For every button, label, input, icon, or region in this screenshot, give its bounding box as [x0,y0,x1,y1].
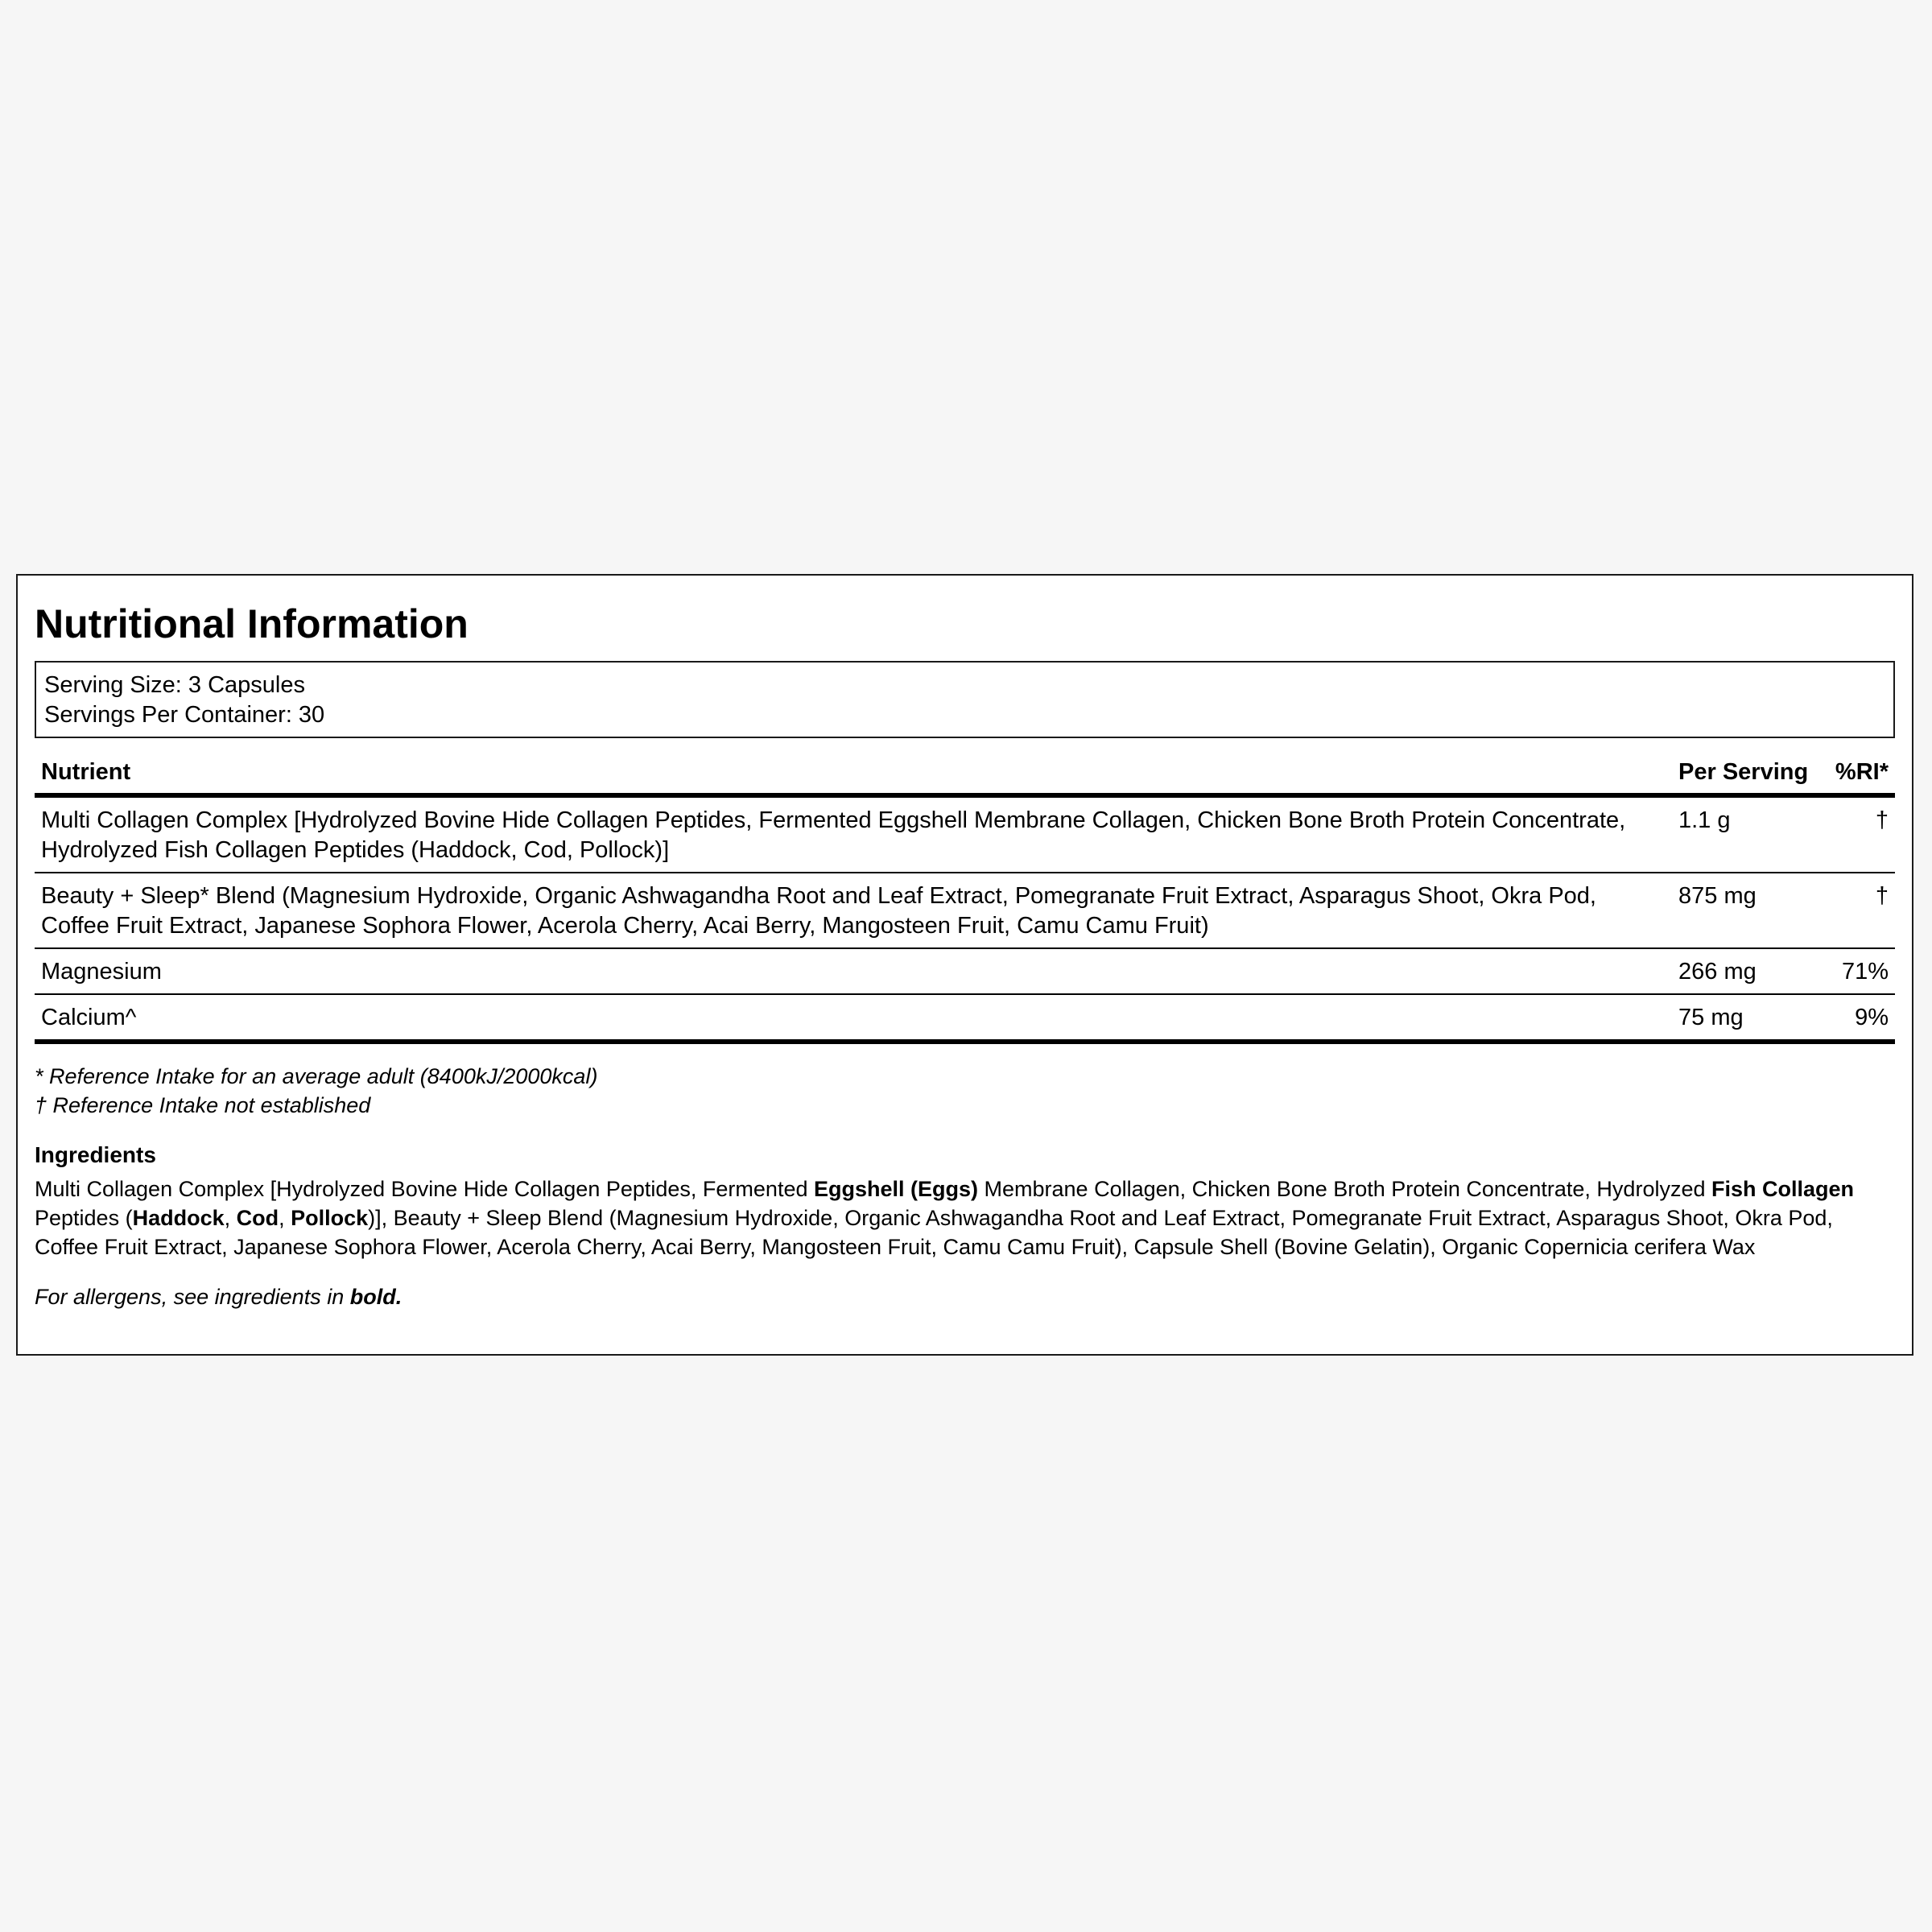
page-title: Nutritional Information [35,601,469,646]
ingredients-heading: Ingredients [35,1142,156,1167]
header-nutrient: Nutrient [35,749,1672,795]
allergen-note-prefix: For allergens, see ingredients in [35,1285,350,1309]
allergen-note-bold: bold. [349,1285,402,1309]
ingredient-segment: )], Beauty + Sleep Blend (Magnesium Hydroxide, Organic Ashwagandha Root and Leaf Extract, Pomegranate Fruit Extract, Asparagus Shoot, Okra Pod, Coffee Fruit Extract, Japanese Sophora Flower, Acerola Cherry, Acai Berry, Mangosteen Fruit, Camu Camu Fruit), Capsule Shell (Bovine Gelatin), Organic Copernicia cerifera Wax [35,1206,1833,1259]
ingredient-segment: Membrane Collagen, Chicken Bone Broth Protein Concentrate, Hydrolyzed [978,1177,1711,1201]
nutrient-name: Magnesium [35,948,1672,994]
ri-footnote: * Reference Intake for an average adult (8400kJ/2000kcal) [35,1064,598,1088]
header-per-serving: Per Serving [1672,749,1826,795]
ri-value: † [1826,795,1895,873]
ingredient-segment: , [279,1206,291,1230]
header-ri: %RI* [1826,749,1895,795]
servings-per-container: Servings Per Container: 30 [44,702,325,728]
table-row [35,948,1895,994]
serving-size: Serving Size: 3 Capsules [44,672,305,698]
ingredients-text [35,1174,1895,1261]
ingredient-segment: Multi Collagen Complex [Hydrolyzed Bovine Hide Collagen Peptides, Fermented [35,1177,814,1201]
footnotes [35,1062,1895,1120]
allergen-note [35,1282,1895,1311]
ingredient-segment: , [224,1206,237,1230]
nutrient-name: Multi Collagen Complex [Hydrolyzed Bovine Hide Collagen Peptides, Fermented Eggshell Membrane Collagen, Chicken Bone Broth Protein Concentrate, Hydrolyzed Fish Collagen Peptides (Haddock, Cod, Pollock)] [35,795,1672,873]
per-serving-value: 875 mg [1672,873,1826,948]
table-row [35,873,1895,948]
allergen-highlight: Cod [236,1206,279,1230]
per-serving-value: 75 mg [1672,994,1826,1042]
allergen-highlight: Fish Collagen [1711,1177,1855,1201]
ri-value: 71% [1826,948,1895,994]
allergen-highlight: Pollock [291,1206,369,1230]
serving-info-box [35,661,1895,738]
allergen-highlight: Haddock [132,1206,225,1230]
ri-value: 9% [1826,994,1895,1042]
table-row [35,994,1895,1042]
nutrition-table [35,749,1895,1044]
table-header-row [35,749,1895,795]
ingredient-segment: Peptides ( [35,1206,133,1230]
table-row [35,795,1895,873]
nutrient-name: Beauty + Sleep* Blend (Magnesium Hydroxide, Organic Ashwagandha Root and Leaf Extract, Pomegranate Fruit Extract, Asparagus Shoot, Okra Pod, Coffee Fruit Extract, Japanese Sophora Flower, Acerola Cherry, Acai Berry, Mangosteen Fruit, Camu Camu Fruit) [35,873,1672,948]
nutrition-panel [16,574,1913,1356]
ri-value: † [1826,873,1895,948]
dagger-footnote: † Reference Intake not established [35,1093,371,1117]
per-serving-value: 1.1 g [1672,795,1826,873]
per-serving-value: 266 mg [1672,948,1826,994]
allergen-highlight: Eggshell (Eggs) [813,1177,979,1201]
nutrient-name: Calcium^ [35,994,1672,1042]
